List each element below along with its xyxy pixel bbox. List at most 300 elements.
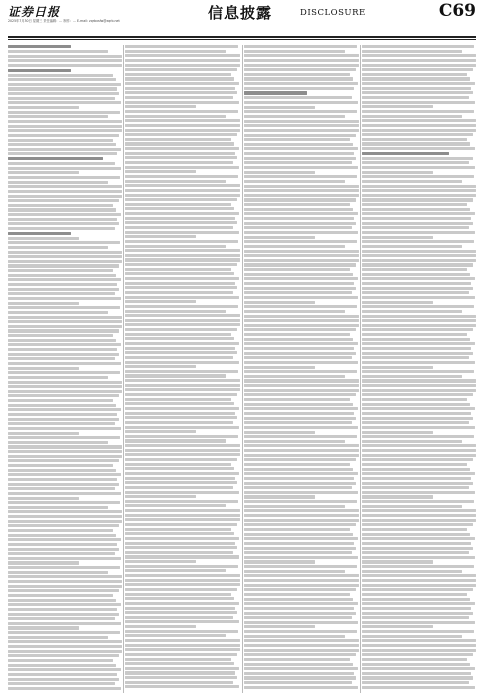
body-text-line	[125, 412, 235, 415]
body-text-line	[8, 390, 122, 393]
body-text-line	[244, 161, 352, 164]
body-text-line	[8, 264, 119, 267]
body-text-line	[8, 311, 108, 314]
body-text-line	[362, 105, 433, 108]
body-text-line	[125, 532, 234, 535]
body-text-line	[8, 162, 115, 165]
body-text-line	[244, 208, 353, 211]
body-text-line	[244, 612, 356, 615]
body-text-line	[125, 384, 240, 387]
body-text-line	[8, 427, 121, 430]
body-text-line	[8, 143, 116, 146]
body-text-line	[362, 630, 474, 633]
body-text-line	[8, 237, 79, 240]
body-text-line	[8, 125, 122, 128]
body-text-line	[362, 254, 476, 257]
body-text-line	[362, 110, 474, 113]
body-text-line	[125, 416, 237, 419]
body-text-line	[125, 685, 239, 688]
body-text-line	[362, 236, 433, 239]
body-text-line	[125, 481, 237, 484]
body-text-line	[8, 678, 119, 681]
body-text-line	[244, 64, 359, 67]
body-text-line	[362, 472, 475, 475]
body-text-line	[8, 659, 113, 662]
body-text-line	[362, 644, 476, 647]
body-text-line	[125, 579, 240, 582]
body-text-line	[125, 370, 238, 373]
masthead-rule	[8, 36, 476, 38]
body-text-line	[8, 622, 121, 625]
body-text-line	[244, 570, 345, 573]
body-text-line	[8, 524, 119, 527]
body-text-line	[362, 91, 473, 94]
body-text-line	[244, 667, 358, 670]
body-text-line	[362, 407, 475, 410]
body-text-line	[125, 189, 240, 192]
body-text-line	[244, 472, 358, 475]
body-text-line	[362, 50, 462, 53]
body-text-line	[8, 394, 119, 397]
body-text-line	[244, 686, 358, 689]
body-text-line	[8, 552, 115, 555]
body-text-line	[244, 282, 354, 285]
body-text-line	[8, 357, 115, 360]
body-text-line	[244, 110, 357, 113]
body-text-line	[244, 277, 358, 280]
body-text-line	[362, 449, 476, 452]
body-text-line	[125, 620, 239, 623]
body-text-line	[125, 64, 240, 67]
body-text-line	[244, 607, 354, 610]
body-text-line	[362, 602, 475, 605]
body-text-line	[244, 338, 353, 341]
body-text-line	[362, 533, 470, 536]
body-text-line	[8, 487, 115, 490]
body-text-line	[125, 439, 226, 442]
body-text-line	[362, 115, 462, 118]
body-text-line	[362, 189, 476, 192]
body-text-line	[125, 681, 233, 684]
body-text-line	[362, 431, 433, 434]
body-text-line	[362, 542, 471, 545]
body-text-line	[8, 190, 122, 193]
body-text-line	[8, 297, 121, 300]
body-text-line	[244, 120, 359, 123]
body-text-line	[244, 106, 315, 109]
body-text-line	[125, 166, 239, 169]
masthead-rule-thin	[8, 39, 476, 40]
body-text-line	[8, 213, 121, 216]
body-text-line	[362, 319, 476, 322]
body-text-line	[362, 574, 476, 577]
body-text-line	[362, 315, 476, 318]
body-text-line	[362, 180, 462, 183]
body-text-line	[8, 450, 122, 453]
body-text-line	[8, 608, 117, 611]
body-text-line	[125, 509, 240, 512]
body-text-line	[125, 467, 234, 470]
body-text-line	[362, 579, 476, 582]
body-text-line	[362, 676, 473, 679]
page-number: C69	[438, 1, 476, 21]
body-text-line	[244, 166, 358, 169]
newspaper-logo: 证券日报	[8, 5, 61, 19]
body-text-line	[244, 115, 345, 118]
body-text-line	[244, 588, 356, 591]
body-text-line	[8, 376, 108, 379]
body-text-line	[125, 495, 196, 498]
body-text-line	[8, 106, 79, 109]
paragraph-heading-line	[8, 69, 71, 72]
body-text-line	[362, 621, 475, 624]
body-text-line	[244, 537, 358, 540]
body-text-line	[125, 593, 231, 596]
body-text-line	[244, 138, 350, 141]
body-text-line	[125, 240, 238, 243]
body-text-line	[244, 50, 345, 53]
body-text-line	[8, 654, 119, 657]
body-text-line	[362, 412, 471, 415]
body-text-line	[125, 444, 240, 447]
body-text-line	[362, 491, 475, 494]
body-text-line	[8, 473, 121, 476]
body-text-line	[8, 152, 117, 155]
body-text-line	[8, 306, 120, 309]
body-text-line	[244, 435, 357, 438]
body-text-line	[125, 639, 240, 642]
body-text-line	[244, 621, 358, 624]
body-text-line	[244, 389, 359, 392]
body-text-line	[362, 342, 475, 345]
body-text-line	[362, 142, 470, 145]
body-text-line	[244, 301, 315, 304]
body-text-line	[362, 426, 475, 429]
body-text-line	[244, 440, 345, 443]
body-text-line	[8, 255, 122, 258]
body-text-line	[244, 384, 359, 387]
body-text-line	[362, 560, 433, 563]
body-text-line	[362, 625, 433, 628]
body-text-line	[362, 101, 475, 104]
body-text-line	[125, 170, 196, 173]
body-text-line	[8, 538, 121, 541]
body-text-line	[125, 565, 238, 568]
body-text-line	[8, 227, 115, 230]
body-text-line	[125, 198, 237, 201]
body-text-line	[8, 459, 119, 462]
body-text-line	[244, 287, 356, 290]
body-text-line	[362, 653, 473, 656]
body-text-line	[8, 348, 117, 351]
body-text-line	[244, 222, 356, 225]
body-text-line	[362, 570, 462, 573]
body-text-line	[125, 551, 233, 554]
issue-meta: 2025年7月30日 星期三 责任编辑：... 制作：... E-mail: zqrbxsfw@zqrb.net	[8, 19, 120, 23]
body-text-line	[244, 77, 353, 80]
body-text-line	[8, 510, 122, 513]
body-text-line	[244, 449, 359, 452]
body-text-line	[244, 482, 356, 485]
text-column-1	[8, 45, 122, 693]
body-text-line	[244, 101, 358, 104]
body-text-line	[362, 403, 470, 406]
body-text-line	[244, 658, 350, 661]
body-text-line	[244, 639, 359, 642]
body-text-line	[8, 204, 113, 207]
section-title-english: DISCLOSURE	[300, 8, 366, 18]
body-text-line	[125, 398, 231, 401]
body-text-line	[125, 235, 196, 238]
body-text-line	[125, 542, 235, 545]
body-text-line	[244, 579, 359, 582]
body-text-line	[244, 259, 359, 262]
body-text-line	[362, 245, 462, 248]
body-text-line	[8, 181, 108, 184]
body-text-line	[125, 133, 237, 136]
body-text-line	[8, 603, 121, 606]
body-text-line	[8, 650, 122, 653]
paragraph-heading-line	[8, 157, 103, 160]
body-text-line	[125, 231, 239, 234]
body-text-line	[244, 398, 350, 401]
body-text-line	[8, 339, 116, 342]
body-text-line	[125, 152, 235, 155]
body-text-line	[8, 626, 79, 629]
body-text-line	[244, 152, 354, 155]
body-text-line	[244, 547, 356, 550]
body-text-line	[125, 115, 226, 118]
body-text-line	[244, 319, 359, 322]
body-text-line	[362, 119, 476, 122]
body-text-line	[244, 352, 356, 355]
body-text-line	[8, 218, 117, 221]
body-text-line	[244, 333, 350, 336]
body-text-line	[125, 124, 240, 127]
body-text-line	[244, 486, 352, 489]
body-text-line	[8, 673, 117, 676]
body-text-line	[8, 167, 121, 170]
body-text-line	[244, 444, 359, 447]
body-text-line	[125, 245, 226, 248]
body-text-line	[244, 375, 345, 378]
body-text-line	[362, 398, 467, 401]
body-text-line	[8, 492, 121, 495]
body-text-line	[244, 584, 359, 587]
body-text-line	[244, 393, 356, 396]
body-text-line	[125, 337, 234, 340]
body-text-line	[8, 408, 121, 411]
body-text-line	[362, 458, 473, 461]
body-text-line	[362, 203, 467, 206]
body-text-line	[362, 495, 433, 498]
body-text-line	[125, 286, 237, 289]
body-text-line	[244, 73, 350, 76]
body-text-line	[125, 583, 240, 586]
body-text-line	[125, 101, 239, 104]
body-text-line	[362, 366, 433, 369]
body-text-line	[362, 635, 462, 638]
body-text-line	[8, 501, 120, 504]
body-text-line	[244, 593, 350, 596]
body-text-line	[362, 250, 476, 253]
body-text-line	[125, 277, 239, 280]
body-text-line	[362, 175, 474, 178]
body-text-line	[125, 87, 235, 90]
body-text-line	[125, 73, 231, 76]
body-text-line	[8, 278, 121, 281]
body-text-line	[244, 310, 345, 313]
body-text-line	[125, 588, 237, 591]
body-text-line	[8, 320, 122, 323]
body-text-line	[8, 343, 121, 346]
body-text-line	[125, 129, 240, 132]
body-text-line	[125, 272, 234, 275]
body-text-line	[244, 68, 356, 71]
body-text-line	[125, 607, 235, 610]
body-text-line	[125, 138, 231, 141]
body-text-line	[125, 676, 237, 679]
body-text-line	[8, 515, 122, 518]
body-text-line	[362, 59, 476, 62]
body-text-line	[125, 161, 233, 164]
body-text-line	[125, 555, 239, 558]
body-text-line	[125, 611, 237, 614]
body-text-line	[362, 282, 471, 285]
body-text-line	[244, 268, 350, 271]
body-text-line	[362, 667, 475, 670]
body-text-line	[8, 246, 108, 249]
body-text-line	[125, 435, 238, 438]
body-text-line	[125, 523, 237, 526]
body-text-line	[125, 500, 238, 503]
body-text-line	[125, 323, 240, 326]
body-text-line	[125, 653, 237, 656]
body-text-line	[244, 676, 356, 679]
body-text-line	[125, 217, 235, 220]
body-text-line	[125, 430, 196, 433]
body-text-line	[362, 222, 473, 225]
body-text-line	[8, 613, 119, 616]
body-text-line	[8, 455, 122, 458]
body-text-line	[125, 180, 226, 183]
body-text-line	[362, 124, 476, 127]
body-text-line	[362, 375, 462, 378]
body-text-line	[125, 458, 237, 461]
body-text-line	[362, 301, 433, 304]
body-text-line	[8, 557, 121, 560]
body-text-line	[125, 91, 237, 94]
body-text-line	[244, 143, 353, 146]
body-text-line	[125, 258, 240, 261]
body-text-line	[244, 505, 345, 508]
body-text-line	[362, 166, 475, 169]
body-text-line	[125, 463, 231, 466]
body-text-line	[244, 630, 357, 633]
body-text-line	[362, 547, 473, 550]
body-text-line	[362, 435, 474, 438]
body-text-line	[125, 226, 233, 229]
body-text-line	[244, 500, 357, 503]
body-text-line	[8, 260, 122, 263]
body-text-line	[362, 77, 470, 80]
body-text-line	[8, 316, 122, 319]
body-text-line	[125, 569, 226, 572]
body-text-line	[244, 189, 359, 192]
body-text-line	[362, 240, 474, 243]
body-text-line	[362, 440, 462, 443]
body-text-line	[244, 533, 353, 536]
body-text-line	[125, 644, 240, 647]
body-text-line	[8, 418, 119, 421]
body-text-line	[362, 500, 474, 503]
body-text-line	[125, 449, 240, 452]
body-text-line	[8, 148, 121, 151]
body-text-line	[125, 142, 234, 145]
body-text-line	[125, 634, 226, 637]
body-text-line	[362, 523, 473, 526]
body-text-line	[244, 542, 354, 545]
body-text-line	[125, 560, 196, 563]
body-text-line	[8, 78, 116, 81]
text-column-2	[125, 45, 240, 693]
body-text-line	[362, 273, 470, 276]
body-text-line	[362, 129, 476, 132]
body-text-line	[8, 139, 113, 142]
body-text-line	[244, 412, 354, 415]
body-text-line	[244, 370, 357, 373]
body-text-line	[362, 658, 467, 661]
column-divider	[242, 45, 243, 693]
body-text-line	[8, 120, 122, 123]
paragraph-heading-line	[244, 91, 307, 94]
body-text-line	[244, 315, 359, 318]
body-text-line	[125, 203, 231, 206]
body-text-line	[244, 129, 359, 132]
body-text-line	[8, 575, 122, 578]
body-text-line	[362, 672, 471, 675]
body-text-line	[362, 161, 469, 164]
body-text-line	[8, 548, 119, 551]
body-text-line	[362, 686, 475, 689]
body-text-line	[8, 176, 120, 179]
body-text-line	[8, 445, 122, 448]
body-text-line	[8, 353, 119, 356]
body-text-line	[244, 212, 358, 215]
body-text-line	[244, 296, 358, 299]
body-text-line	[125, 393, 237, 396]
body-text-line	[362, 310, 462, 313]
body-text-line	[244, 231, 358, 234]
body-text-line	[362, 208, 470, 211]
body-text-line	[244, 87, 354, 90]
body-text-line	[8, 199, 119, 202]
body-text-line	[8, 283, 117, 286]
body-text-line	[244, 203, 350, 206]
body-text-line	[8, 529, 113, 532]
body-text-line	[8, 404, 116, 407]
body-text-line	[362, 379, 476, 382]
body-text-line	[362, 231, 475, 234]
body-text-line	[244, 635, 345, 638]
body-text-line	[125, 491, 239, 494]
body-text-line	[8, 171, 79, 174]
column-divider	[123, 45, 124, 693]
body-text-line	[244, 649, 359, 652]
body-text-line	[362, 463, 467, 466]
body-text-line	[8, 594, 113, 597]
body-text-line	[125, 77, 234, 80]
